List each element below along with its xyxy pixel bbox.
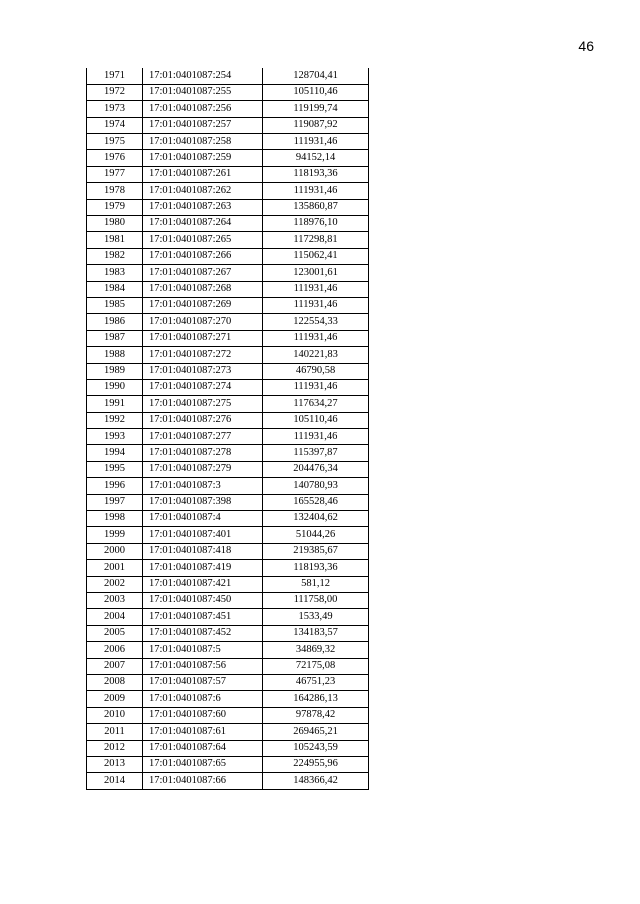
table-row [87,707,369,723]
cadastral-number: 17:01:0401087:398 [143,494,263,510]
table-row [87,297,369,313]
cadastral-number: 17:01:0401087:276 [143,412,263,428]
cadastral-value: 72175,08 [263,658,369,674]
table-row [87,347,369,363]
table-row [87,511,369,527]
table-body [87,68,369,789]
table-row [87,773,369,789]
cadastral-number: 17:01:0401087:267 [143,265,263,281]
table-row [87,658,369,674]
table-row [87,248,369,264]
cadastral-number: 17:01:0401087:261 [143,166,263,182]
row-number: 2001 [87,560,143,576]
cadastral-number: 17:01:0401087:66 [143,773,263,789]
cadastral-value: 111931,46 [263,281,369,297]
row-number: 1989 [87,363,143,379]
row-number: 1997 [87,494,143,510]
cadastral-value: 111931,46 [263,379,369,395]
page-number: 46 [578,38,594,54]
row-number: 1991 [87,396,143,412]
table-row [87,740,369,756]
cadastral-value: 119199,74 [263,101,369,117]
table-row [87,560,369,576]
table-row [87,756,369,772]
cadastral-number: 17:01:0401087:450 [143,593,263,609]
table-row [87,445,369,461]
table-row [87,117,369,133]
row-number: 1986 [87,314,143,330]
cadastral-value: 204476,34 [263,461,369,477]
cadastral-value: 140221,83 [263,347,369,363]
cadastral-value: 118976,10 [263,216,369,232]
cadastral-number: 17:01:0401087:3 [143,478,263,494]
cadastral-value: 148366,42 [263,773,369,789]
cadastral-value: 105243,59 [263,740,369,756]
cadastral-number: 17:01:0401087:265 [143,232,263,248]
cadastral-value: 219385,67 [263,543,369,559]
row-number: 2014 [87,773,143,789]
table-row [87,396,369,412]
row-number: 2009 [87,691,143,707]
cadastral-number: 17:01:0401087:271 [143,330,263,346]
table-row [87,527,369,543]
table-row [87,429,369,445]
table-row [87,166,369,182]
cadastral-value: 46751,23 [263,674,369,690]
cadastral-value: 1533,49 [263,609,369,625]
table-row [87,216,369,232]
row-number: 1984 [87,281,143,297]
row-number: 1972 [87,84,143,100]
row-number: 2004 [87,609,143,625]
row-number: 2006 [87,642,143,658]
row-number: 1975 [87,134,143,150]
row-number: 1985 [87,297,143,313]
cadastral-value: 34869,32 [263,642,369,658]
cadastral-value: 118193,36 [263,166,369,182]
cadastral-value: 581,12 [263,576,369,592]
cadastral-number: 17:01:0401087:270 [143,314,263,330]
cadastral-number: 17:01:0401087:401 [143,527,263,543]
row-number: 2002 [87,576,143,592]
cadastral-number: 17:01:0401087:278 [143,445,263,461]
table-row [87,642,369,658]
row-number: 2000 [87,543,143,559]
cadastral-number: 17:01:0401087:279 [143,461,263,477]
cadastral-number: 17:01:0401087:272 [143,347,263,363]
row-number: 1996 [87,478,143,494]
cadastral-value: 94152,14 [263,150,369,166]
cadastral-number: 17:01:0401087:6 [143,691,263,707]
row-number: 2013 [87,756,143,772]
table-row [87,84,369,100]
cadastral-number: 17:01:0401087:256 [143,101,263,117]
row-number: 1993 [87,429,143,445]
cadastral-number: 17:01:0401087:421 [143,576,263,592]
cadastral-number: 17:01:0401087:264 [143,216,263,232]
cadastral-number: 17:01:0401087:4 [143,511,263,527]
cadastral-value: 46790,58 [263,363,369,379]
row-number: 2010 [87,707,143,723]
table-row [87,724,369,740]
row-number: 1976 [87,150,143,166]
table-row [87,150,369,166]
row-number: 1992 [87,412,143,428]
cadastral-value: 122554,33 [263,314,369,330]
row-number: 1981 [87,232,143,248]
cadastral-value: 132404,62 [263,511,369,527]
row-number: 2011 [87,724,143,740]
cadastral-number: 17:01:0401087:65 [143,756,263,772]
cadastral-value: 111931,46 [263,134,369,150]
cadastral-value: 105110,46 [263,84,369,100]
table-row [87,314,369,330]
table-row [87,674,369,690]
row-number: 1998 [87,511,143,527]
cadastral-number: 17:01:0401087:255 [143,84,263,100]
cadastral-value: 135860,87 [263,199,369,215]
table-row [87,101,369,117]
cadastral-number: 17:01:0401087:5 [143,642,263,658]
cadastral-number: 17:01:0401087:263 [143,199,263,215]
table-row [87,691,369,707]
cadastral-value: 111931,46 [263,297,369,313]
table-row [87,593,369,609]
row-number: 1990 [87,379,143,395]
cadastral-value: 224955,96 [263,756,369,772]
cadastral-value: 134183,57 [263,625,369,641]
cadastral-value-table [86,68,369,790]
cadastral-number: 17:01:0401087:277 [143,429,263,445]
cadastral-value: 115062,41 [263,248,369,264]
table-row [87,363,369,379]
cadastral-value: 269465,21 [263,724,369,740]
cadastral-number: 17:01:0401087:64 [143,740,263,756]
cadastral-value: 111758,00 [263,593,369,609]
row-number: 1994 [87,445,143,461]
table-row [87,412,369,428]
cadastral-number: 17:01:0401087:56 [143,658,263,674]
row-number: 1983 [87,265,143,281]
table-row [87,265,369,281]
cadastral-number: 17:01:0401087:273 [143,363,263,379]
row-number: 2008 [87,674,143,690]
cadastral-number: 17:01:0401087:262 [143,183,263,199]
cadastral-number: 17:01:0401087:451 [143,609,263,625]
row-number: 1978 [87,183,143,199]
cadastral-number: 17:01:0401087:269 [143,297,263,313]
cadastral-number: 17:01:0401087:268 [143,281,263,297]
cadastral-value: 117298,81 [263,232,369,248]
table-row [87,281,369,297]
row-number: 1999 [87,527,143,543]
row-number: 1982 [87,248,143,264]
cadastral-value: 115397,87 [263,445,369,461]
table-row [87,625,369,641]
cadastral-number: 17:01:0401087:275 [143,396,263,412]
row-number: 1971 [87,68,143,84]
cadastral-number: 17:01:0401087:452 [143,625,263,641]
row-number: 1995 [87,461,143,477]
table-row [87,330,369,346]
cadastral-value: 111931,46 [263,183,369,199]
cadastral-value: 97878,42 [263,707,369,723]
row-number: 2005 [87,625,143,641]
table-row [87,609,369,625]
cadastral-number: 17:01:0401087:258 [143,134,263,150]
table-row [87,232,369,248]
cadastral-value: 123001,61 [263,265,369,281]
cadastral-number: 17:01:0401087:419 [143,560,263,576]
cadastral-number: 17:01:0401087:61 [143,724,263,740]
cadastral-number: 17:01:0401087:257 [143,117,263,133]
cadastral-number: 17:01:0401087:254 [143,68,263,84]
cadastral-number: 17:01:0401087:259 [143,150,263,166]
cadastral-value: 118193,36 [263,560,369,576]
table-row [87,461,369,477]
cadastral-value: 111931,46 [263,330,369,346]
cadastral-number: 17:01:0401087:418 [143,543,263,559]
table-row [87,134,369,150]
row-number: 1980 [87,216,143,232]
cadastral-number: 17:01:0401087:57 [143,674,263,690]
row-number: 2003 [87,593,143,609]
row-number: 1979 [87,199,143,215]
cadastral-value: 117634,27 [263,396,369,412]
cadastral-number: 17:01:0401087:274 [143,379,263,395]
cadastral-value: 51044,26 [263,527,369,543]
cadastral-value: 105110,46 [263,412,369,428]
cadastral-value: 165528,46 [263,494,369,510]
row-number: 2012 [87,740,143,756]
row-number: 2007 [87,658,143,674]
table-row [87,478,369,494]
table-row [87,494,369,510]
table-row [87,68,369,84]
table-row [87,183,369,199]
table-row [87,543,369,559]
row-number: 1974 [87,117,143,133]
row-number: 1987 [87,330,143,346]
table-row [87,576,369,592]
table-row [87,199,369,215]
cadastral-value: 128704,41 [263,68,369,84]
row-number: 1973 [87,101,143,117]
cadastral-value: 140780,93 [263,478,369,494]
table-row [87,379,369,395]
cadastral-number: 17:01:0401087:60 [143,707,263,723]
cadastral-number: 17:01:0401087:266 [143,248,263,264]
row-number: 1977 [87,166,143,182]
cadastral-value: 111931,46 [263,429,369,445]
cadastral-value: 119087,92 [263,117,369,133]
row-number: 1988 [87,347,143,363]
cadastral-value: 164286,13 [263,691,369,707]
